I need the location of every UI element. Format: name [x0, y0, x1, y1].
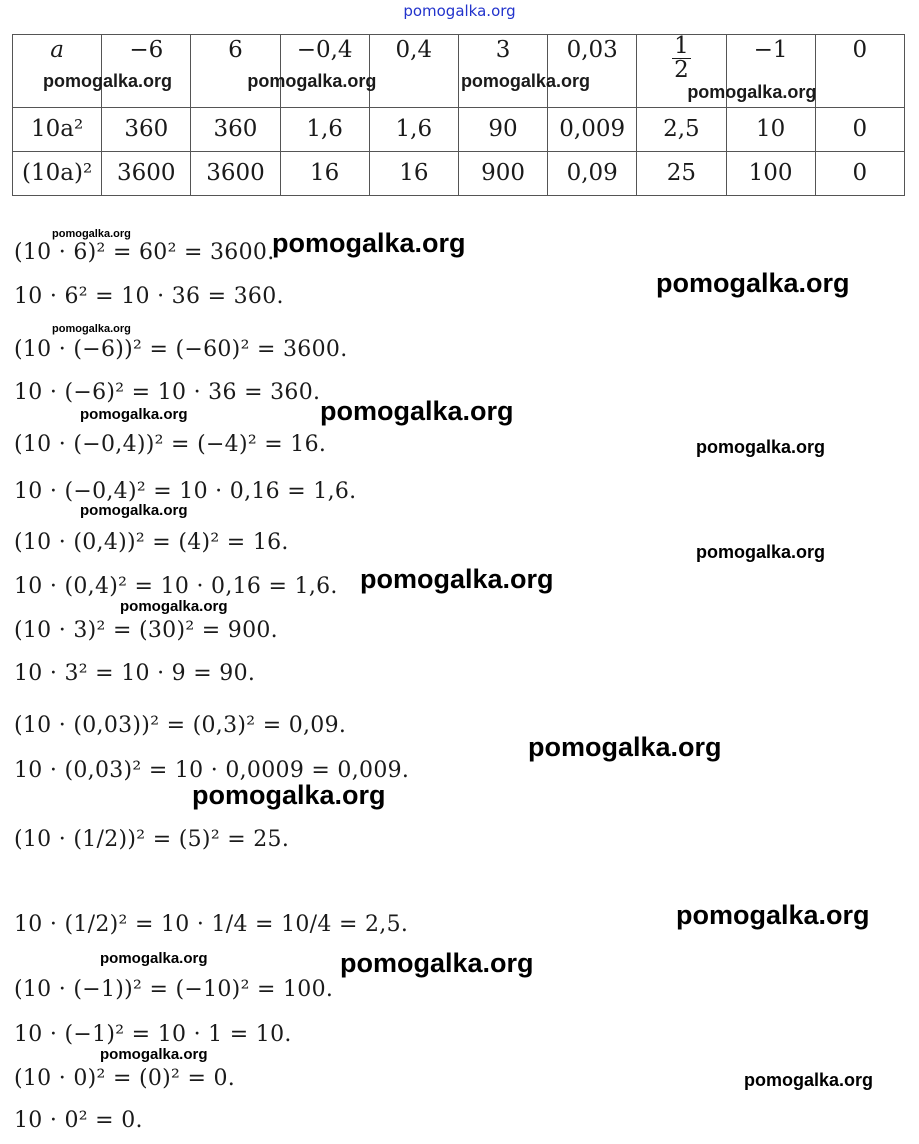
equation-line: 10 · (0,03)² = 10 · 0,0009 = 0,009.: [14, 758, 410, 783]
cell-text: 360: [213, 116, 258, 143]
watermark: pomogalka.org: [52, 228, 131, 240]
watermark: pomogalka.org: [696, 542, 826, 562]
table-row-10a-squared: [13, 151, 905, 195]
equation-line: (10 · 0)² = (0)² = 0.: [14, 1066, 236, 1091]
values-table: [12, 34, 905, 196]
watermark: pomogalka.org: [247, 71, 377, 91]
table-cell: [369, 107, 458, 151]
table-cell: [102, 107, 191, 151]
table-cell: [102, 35, 191, 108]
table-cell: [369, 35, 458, 108]
watermark: pomogalka.org: [528, 732, 722, 762]
cell-text: 3600: [206, 160, 265, 187]
cell-text: 3600: [117, 160, 176, 187]
cell-text: 0,09: [566, 160, 618, 187]
cell-text: 0: [852, 37, 868, 63]
equation-line: 10 · (0,4)² = 10 · 0,16 = 1,6.: [14, 574, 338, 599]
watermark: pomogalka.org: [460, 71, 590, 91]
cell-text: 1,6: [395, 116, 433, 143]
table-cell: [280, 35, 369, 108]
table-cell: [458, 151, 547, 195]
watermark: pomogalka.org: [120, 598, 228, 615]
table-cell: [815, 35, 904, 108]
watermark: pomogalka.org: [272, 228, 466, 258]
site-link[interactable]: pomogalka.org: [403, 2, 516, 20]
watermark: pomogalka.org: [744, 1070, 874, 1090]
table-cell: [458, 35, 590, 108]
watermark: pomogalka.org: [52, 323, 131, 335]
equation-line: (10 · 3)² = (30)² = 900.: [14, 618, 278, 643]
table-cell: [458, 107, 547, 151]
watermark: pomogalka.org: [192, 780, 386, 810]
cell-text: 16: [399, 160, 429, 187]
equation-line: (10 · (1/2))² = (5)² = 25.: [14, 827, 290, 852]
watermark: pomogalka.org: [100, 950, 208, 967]
cell-text: 0,4: [395, 37, 433, 63]
table-cell-label: [13, 107, 102, 151]
cell-text: a: [50, 37, 64, 63]
cell-text: 2,5: [663, 116, 700, 143]
cell-text: (10a)²: [22, 160, 93, 187]
table-cell: [280, 107, 369, 151]
table-cell: [548, 151, 637, 195]
equation-line: 10 · 0² = 0.: [14, 1108, 143, 1133]
table-cell: [191, 107, 280, 151]
equation-line: 10 · (−1)² = 10 · 1 = 10.: [14, 1022, 292, 1047]
watermark: pomogalka.org: [80, 502, 188, 519]
equation-line: (10 · (−6))² = (−60)² = 3600.: [14, 337, 348, 362]
fraction-denominator: 2: [674, 57, 689, 83]
cell-text: 16: [310, 160, 340, 187]
watermark: pomogalka.org: [687, 82, 817, 102]
equation-line: (10 · 6)² = 60² = 3600.: [14, 240, 275, 265]
table-cell: [637, 107, 726, 151]
cell-text: −1: [753, 37, 788, 63]
watermark: pomogalka.org: [696, 437, 826, 457]
cell-text: 900: [481, 160, 525, 187]
fraction-numerator: 1: [674, 33, 689, 59]
equation-line: (10 · (−1))² = (−10)² = 100.: [14, 977, 334, 1002]
watermark: pomogalka.org: [43, 71, 173, 91]
equation-line: 10 · 6² = 10 · 36 = 360.: [14, 284, 284, 309]
watermark: pomogalka.org: [320, 396, 514, 426]
table-cell-half: [637, 33, 817, 108]
table-cell: [726, 35, 815, 108]
cell-text: 0: [852, 160, 868, 187]
cell-text: 1,6: [306, 116, 343, 143]
equation-line: 10 · (1/2)² = 10 · 1/4 = 10/4 = 2,5.: [14, 912, 409, 937]
fraction-half: [672, 35, 691, 82]
table-row-10a2: [13, 107, 905, 151]
table-cell: [369, 151, 458, 195]
table-cell-label: [13, 151, 102, 195]
cell-text: −6: [129, 37, 164, 63]
cell-text: 90: [488, 116, 518, 143]
equation-line: 10 · (−0,4)² = 10 · 0,16 = 1,6.: [14, 479, 357, 504]
table-cell: [637, 151, 726, 195]
table-cell: [548, 35, 637, 108]
equation-line: (10 · (0,03))² = (0,3)² = 0,09.: [14, 713, 347, 738]
equation-line: 10 · 3² = 10 · 9 = 90.: [14, 661, 256, 686]
watermark: pomogalka.org: [676, 900, 870, 930]
watermark: pomogalka.org: [100, 1046, 208, 1063]
table-cell: [191, 151, 280, 195]
cell-text: 3: [495, 37, 511, 63]
table-cell: [280, 151, 369, 195]
cell-text: 0,03: [566, 37, 618, 63]
table-cell: [548, 107, 637, 151]
watermark: pomogalka.org: [360, 564, 554, 594]
watermark: pomogalka.org: [80, 406, 188, 423]
table-cell: [726, 107, 815, 151]
equation-line: (10 · (−0,4))² = (−4)² = 16.: [14, 432, 327, 457]
cell-text: −0,4: [296, 37, 353, 63]
cell-text: 25: [666, 160, 697, 187]
cell-text: 100: [748, 160, 793, 187]
table-cell: [815, 151, 904, 195]
cell-text: 10a²: [30, 116, 84, 143]
cell-text: 6: [228, 37, 243, 63]
equation-line: (10 · (0,4))² = (4)² = 16.: [14, 530, 289, 555]
table-cell-label-a: [13, 35, 173, 108]
watermark: pomogalka.org: [656, 268, 850, 298]
equation-line: 10 · (−6)² = 10 · 36 = 360.: [14, 380, 321, 405]
cell-text: 0: [852, 116, 868, 143]
watermark: pomogalka.org: [340, 948, 534, 978]
table-cell: [726, 151, 815, 195]
cell-text: 10: [755, 116, 786, 143]
table-row-a: [13, 35, 905, 108]
table-cell: [102, 151, 191, 195]
cell-text: 0,009: [559, 116, 626, 143]
table-cell: [815, 107, 904, 151]
cell-text: 360: [124, 116, 169, 143]
